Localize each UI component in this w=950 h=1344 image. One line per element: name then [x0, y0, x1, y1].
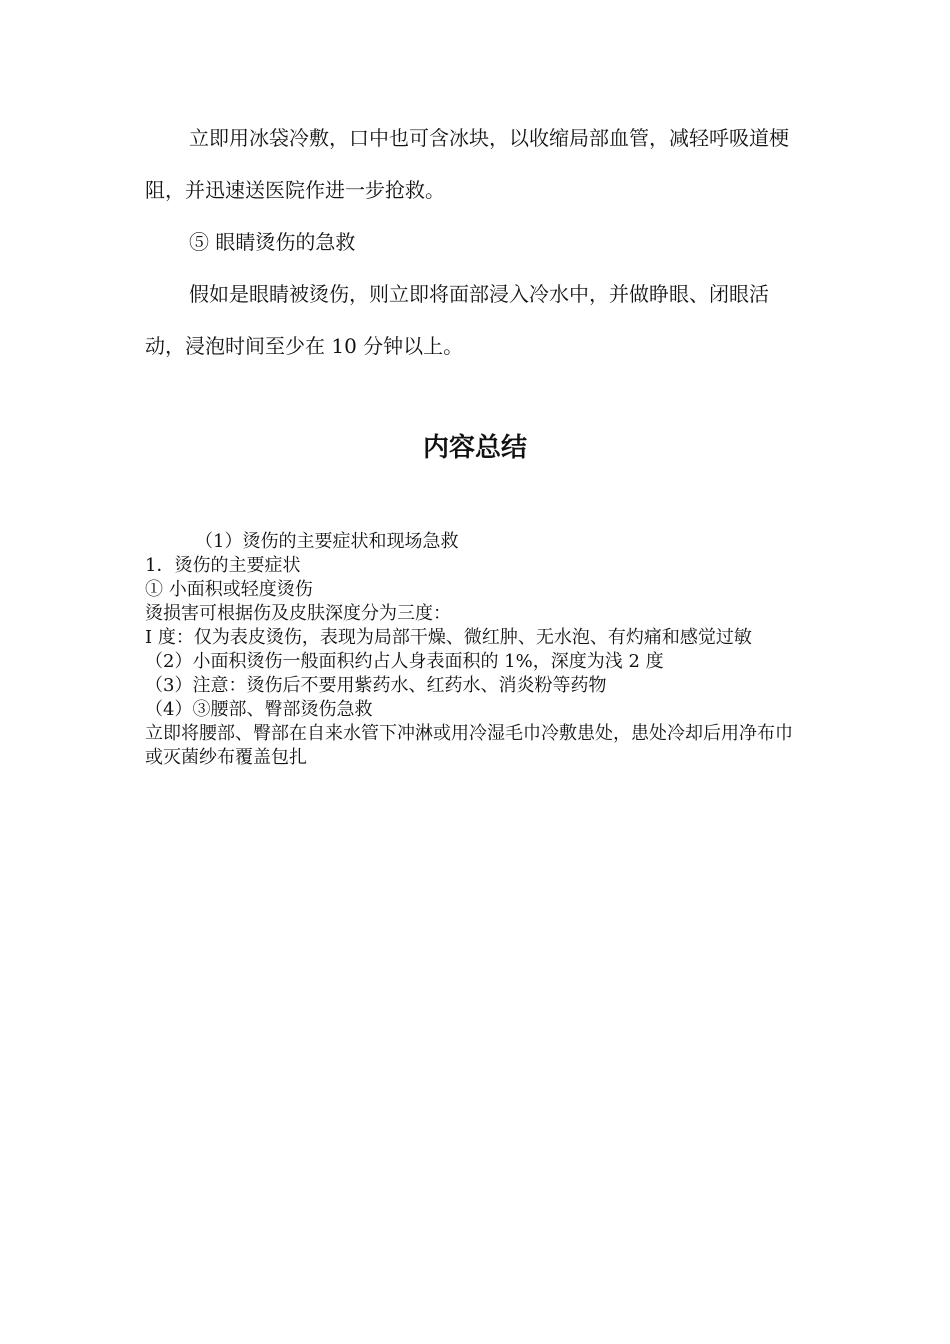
body-section	[145, 112, 805, 372]
summary-line: 1．烫伤的主要症状	[145, 555, 301, 576]
paragraph-eye-burn: 假如是眼睛被烫伤，则立即将面部浸入冷水中，并做睁眼、闭眼活动，浸泡时间至少在 10 分钟以上。	[145, 282, 769, 358]
summary-line: 烫损害可根据伤及皮肤深度分为三度：	[145, 603, 451, 624]
paragraph-cold-compress: 立即用冰袋冷敷，口中也可含冰块，以收缩局部血管，减轻呼吸道梗阻，并迅速送医院作进一步抢救。	[145, 126, 789, 202]
summary-section	[145, 530, 805, 770]
summary-line: Ⅰ 度：仅为表皮烫伤，表现为局部干燥、微红肿、无水泡、有灼痛和感觉过敏	[145, 627, 752, 648]
summary-line: （1）烫伤的主要症状和现场急救	[195, 531, 459, 552]
summary-line: ① 小面积或轻度烫伤	[145, 579, 313, 600]
summary-line: （3）注意：烫伤后不要用紫药水、红药水、消炎粉等药物	[145, 675, 607, 696]
summary-line: （2）小面积烫伤一般面积约占人身表面积的 1%，深度为浅 2 度	[145, 651, 664, 672]
section-heading-eye-burn: ⑤ 眼睛烫伤的急救	[189, 230, 356, 254]
summary-line: 立即将腰部、臀部在自来水管下冲淋或用冷湿毛巾冷敷患处，患处冷却后用净布巾或灭菌纱布覆盖包扎	[145, 723, 793, 768]
summary-line: （4）③腰部、臀部烫伤急救	[145, 699, 373, 720]
summary-title: 内容总结	[422, 433, 527, 463]
